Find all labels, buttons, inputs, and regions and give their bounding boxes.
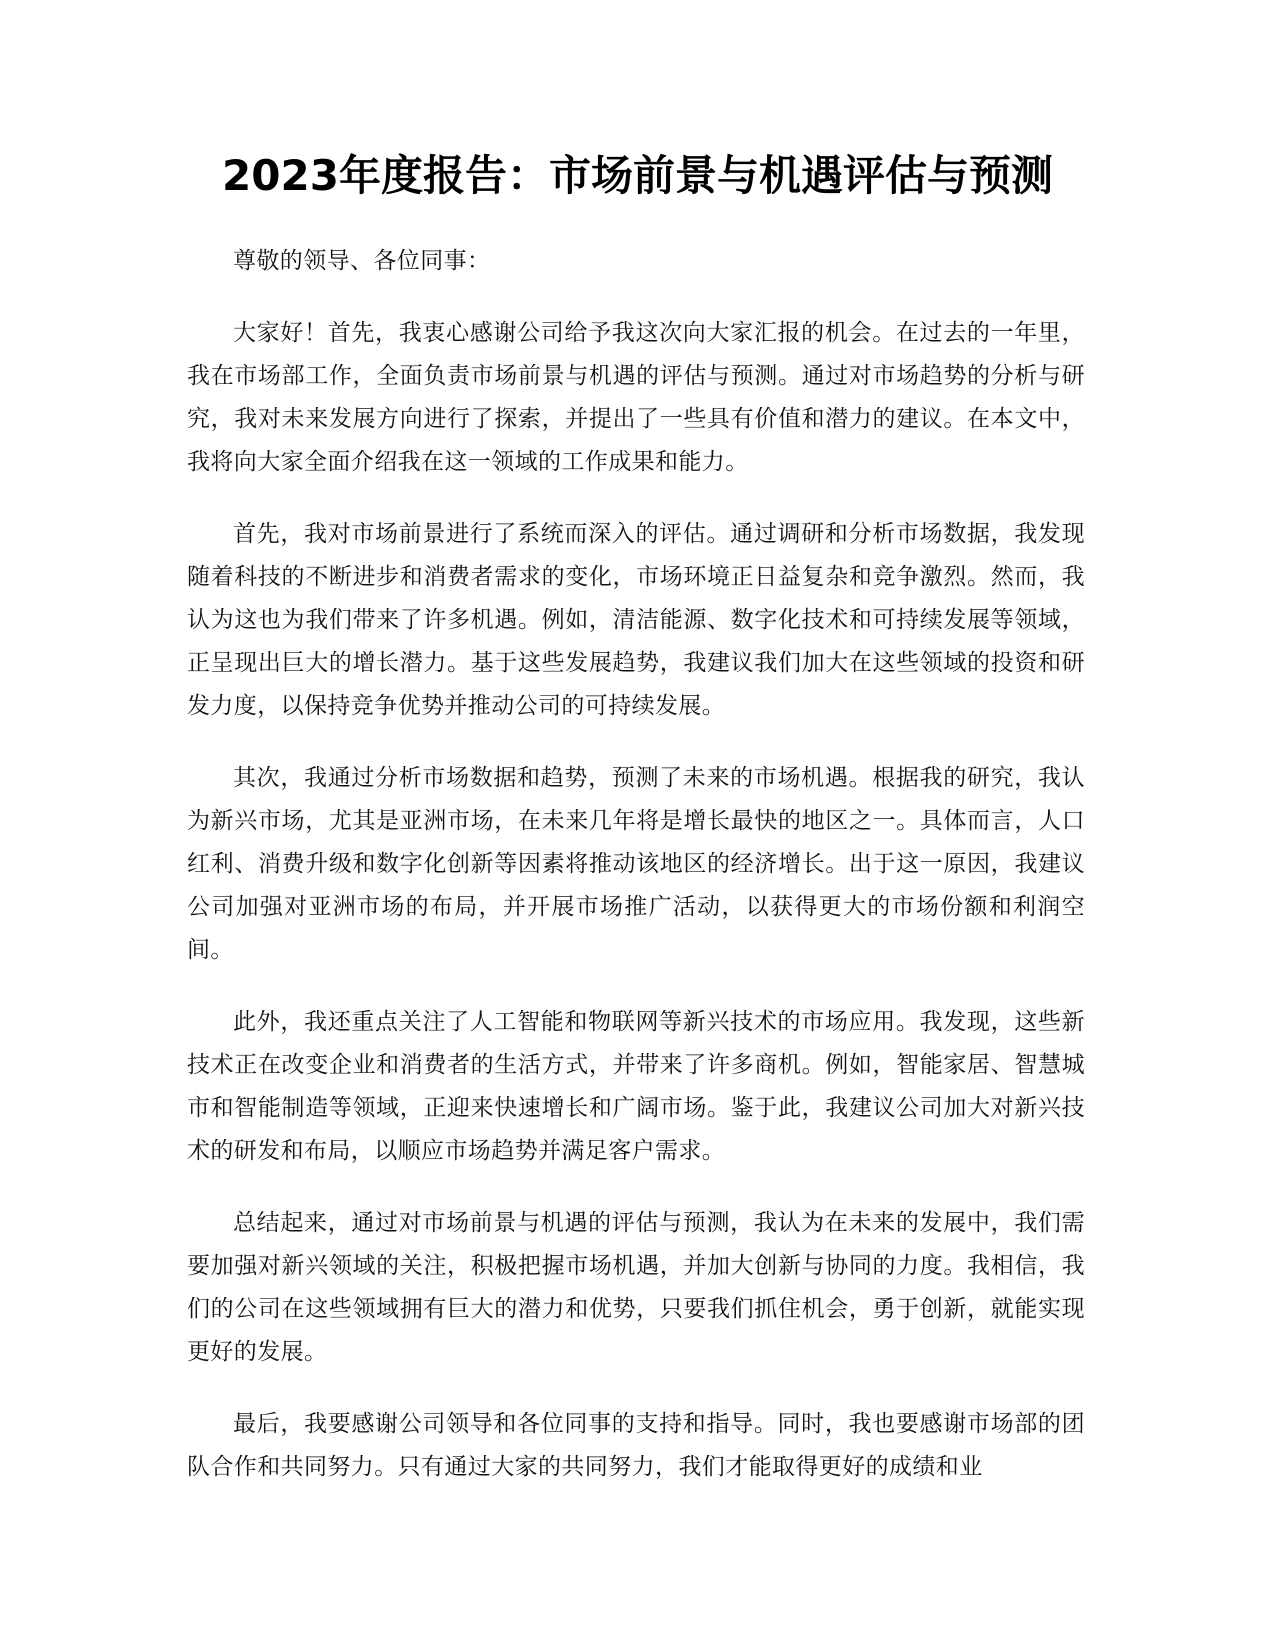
paragraph-4: 此外，我还重点关注了人工智能和物联网等新兴技术的市场应用。我发现，这些新技术正在改变企业和消费者的生活方式，并带来了许多商机。例如，智能家居、智慧城市和智能制造等领域，正迎来快速增长和广阔市场。鉴于此，我建议公司加大对新兴技术的研发和布局，以顺应市场趋势并满足客户需求。 bbox=[187, 1009, 1085, 1164]
paragraph-3: 其次，我通过分析市场数据和趋势，预测了未来的市场机遇。根据我的研究，我认为新兴市场，尤其是亚洲市场，在未来几年将是增长最快的地区之一。具体而言，人口红利、消费升级和数字化创新等因素将推动该地区的经济增长。出于这一原因，我建议公司加强对亚洲市场的布局，并开展市场推广活动，以获得更大的市场份额和利润空间。 bbox=[187, 765, 1085, 963]
salutation: 尊敬的领导、各位同事： bbox=[233, 248, 491, 274]
paragraph-1: 大家好！首先，我衷心感谢公司给予我这次向大家汇报的机会。在过去的一年里，我在市场部工作，全面负责市场前景与机遇的评估与预测。通过对市场趋势的分析与研究，我对未来发展方向进行了探索，并提出了一些具有价值和潜力的建议。在本文中，我将向大家全面介绍我在这一领域的工作成果和能力。 bbox=[187, 320, 1085, 475]
document-title: 2023年度报告：市场前景与机遇评估与预测 bbox=[222, 151, 1053, 200]
paragraph-5: 总结起来，通过对市场前景与机遇的评估与预测，我认为在未来的发展中，我们需要加强对新兴领域的关注，积极把握市场机遇，并加大创新与协同的力度。我相信，我们的公司在这些领域拥有巨大的潜力和优势，只要我们抓住机会，勇于创新，就能实现更好的发展。 bbox=[187, 1210, 1085, 1365]
paragraph-6: 最后，我要感谢公司领导和各位同事的支持和指导。同时，我也要感谢市场部的团队合作和共同努力。只有通过大家的共同努力，我们才能取得更好的成绩和业 bbox=[187, 1411, 1085, 1480]
paragraph-2: 首先，我对市场前景进行了系统而深入的评估。通过调研和分析市场数据，我发现随着科技的不断进步和消费者需求的变化，市场环境正日益复杂和竞争激烈。然而，我认为这也为我们带来了许多机遇。例如，清洁能源、数字化技术和可持续发展等领域，正呈现出巨大的增长潜力。基于这些发展趋势，我建议我们加大在这些领域的投资和研发力度，以保持竞争优势并推动公司的可持续发展。 bbox=[187, 521, 1085, 719]
document-body bbox=[187, 240, 1085, 1518]
